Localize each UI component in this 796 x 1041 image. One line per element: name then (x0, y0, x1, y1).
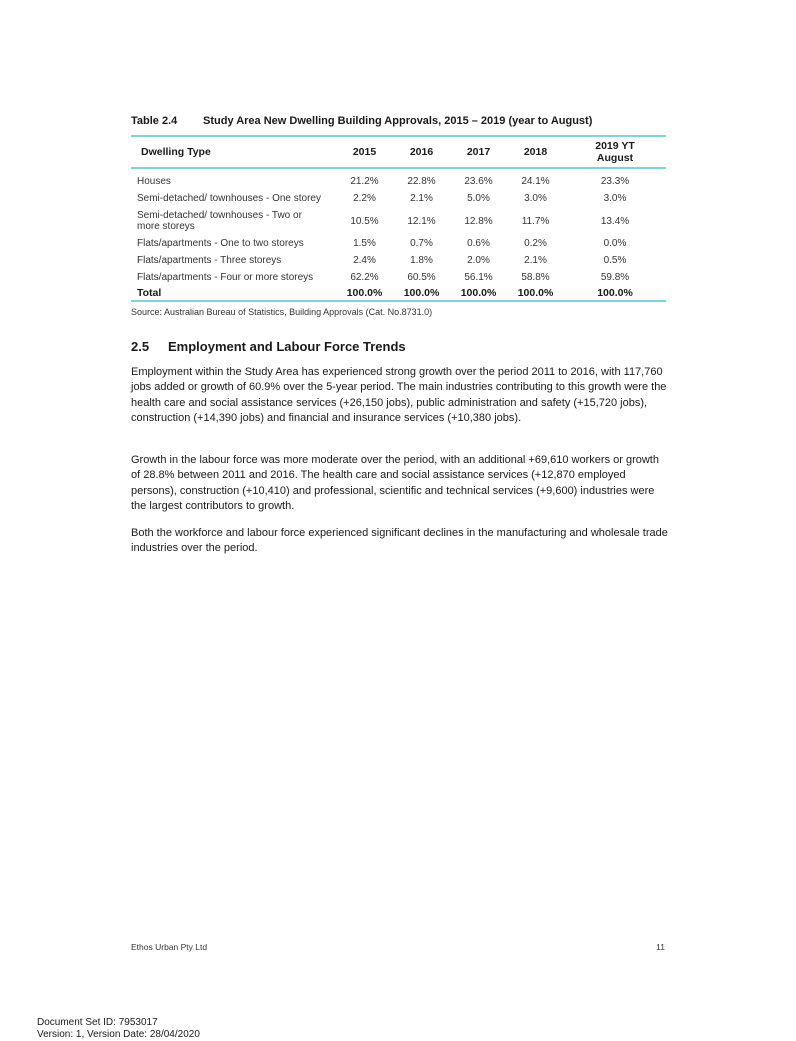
total-value: 100.0% (507, 286, 564, 301)
row-label: Houses (137, 176, 171, 187)
cell-value: 0.2% (524, 238, 547, 249)
row-label-line1: Semi-detached/ townhouses - Two or (137, 210, 302, 221)
row-label-line2: more storeys (137, 221, 195, 232)
total-value: 100.0% (336, 286, 393, 301)
section-heading (131, 339, 406, 354)
cell-value: 5.0% (467, 193, 490, 204)
total-label: Total (131, 286, 336, 301)
body-paragraph: Both the workforce and labour force experienced significant declines in the manufacturing and wholesale trade industries over the period. (131, 527, 668, 555)
cell-value: 60.5% (407, 272, 436, 283)
row-label: Flats/apartments - Four or more storeys (137, 272, 314, 283)
cell-value: 13.4% (600, 215, 630, 227)
row-label (131, 207, 336, 235)
total-value: 100.0% (393, 286, 450, 301)
row-label: Semi-detached/ townhouses - One storey (137, 193, 321, 204)
cell-value: 1.5% (353, 238, 376, 249)
cell-value: 21.2% (350, 176, 379, 187)
cell-value: 3.0% (603, 193, 627, 204)
cell-value: 23.3% (600, 176, 630, 187)
cell-value: 23.6% (464, 176, 493, 187)
document-version: Version: 1, Version Date: 28/04/2020 (37, 1029, 200, 1040)
footer-page-number: 11 (656, 942, 665, 952)
dwelling-approvals-table (131, 135, 666, 302)
cell-value: 0.5% (603, 255, 627, 266)
table-row (131, 190, 666, 207)
row-label: Flats/apartments - Three storeys (137, 255, 282, 266)
cell-value: 62.2% (350, 272, 379, 283)
table-source-note: Source: Australian Bureau of Statistics, Building Approvals (Cat. No.8731.0) (131, 307, 433, 317)
cell-value: 0.0% (603, 238, 627, 249)
header-2019-line1: 2019 YT (595, 140, 635, 152)
body-paragraph: Employment within the Study Area has experienced strong growth over the period 2011 to 2016, with 117,760 jobs added or growth of 60.9% over the 5-year period. The main industries contributing to this growth were the health care and social assistance services (+26,150 jobs), public administration and safety (+15,720 jobs), construction (+14,390 jobs) and financial and insurance services (+10,380 jobs). (131, 366, 667, 424)
document-set-stamp (37, 1017, 200, 1041)
cell-value: 22.8% (407, 176, 436, 187)
table-caption-title: Study Area New Dwelling Building Approvals, 2015 – 2019 (year to August) (203, 115, 593, 127)
cell-value: 12.8% (464, 215, 493, 227)
cell-value: 0.7% (410, 238, 433, 249)
section-number: 2.5 (131, 339, 150, 354)
cell-value: 12.1% (407, 215, 436, 227)
table-total-row (131, 286, 666, 301)
table-row (131, 252, 666, 269)
body-paragraph: Growth in the labour force was more moderate over the period, with an additional +69,610 workers or growth of 28.8% between 2011 and 2016. The health care and social assistance services (+12,870 employed persons), construction (+10,410) and professional, scientific and technical services (+9,600) industries were the largest contributors to growth. (131, 454, 659, 512)
header-2019-ytd (564, 136, 666, 168)
table-row (131, 168, 666, 190)
header-2016: 2016 (409, 146, 434, 158)
cell-value: 24.1% (521, 176, 550, 187)
table-row (131, 235, 666, 252)
footer-company: Ethos Urban Pty Ltd (131, 942, 208, 952)
table-row (131, 269, 666, 286)
table-caption-label: Table 2.4 (131, 115, 178, 127)
cell-value: 1.8% (410, 255, 433, 266)
cell-value: 10.5% (350, 215, 379, 227)
header-2015: 2015 (352, 146, 377, 158)
header-dwelling-type: Dwelling Type (141, 146, 211, 158)
header-2018: 2018 (523, 146, 548, 158)
cell-value: 11.7% (521, 215, 550, 227)
cell-value: 2.2% (353, 193, 376, 204)
cell-value: 56.1% (464, 272, 493, 283)
table-header-row (131, 136, 666, 168)
header-2019-line2: August (596, 152, 634, 164)
cell-value: 59.8% (600, 272, 630, 283)
cell-value: 58.8% (521, 272, 550, 283)
total-value: 100.0% (564, 286, 666, 301)
cell-value: 3.0% (524, 193, 547, 204)
header-2017: 2017 (466, 146, 491, 158)
document-set-id: Document Set ID: 7953017 (37, 1017, 158, 1028)
table-row (131, 207, 666, 235)
cell-value: 2.1% (524, 255, 547, 266)
row-label: Flats/apartments - One to two storeys (137, 238, 304, 249)
table-caption (131, 115, 671, 127)
cell-value: 2.4% (353, 255, 376, 266)
cell-value: 2.0% (467, 255, 490, 266)
cell-value: 2.1% (410, 193, 433, 204)
total-value: 100.0% (450, 286, 507, 301)
section-title: Employment and Labour Force Trends (168, 339, 406, 354)
cell-value: 0.6% (467, 238, 490, 249)
